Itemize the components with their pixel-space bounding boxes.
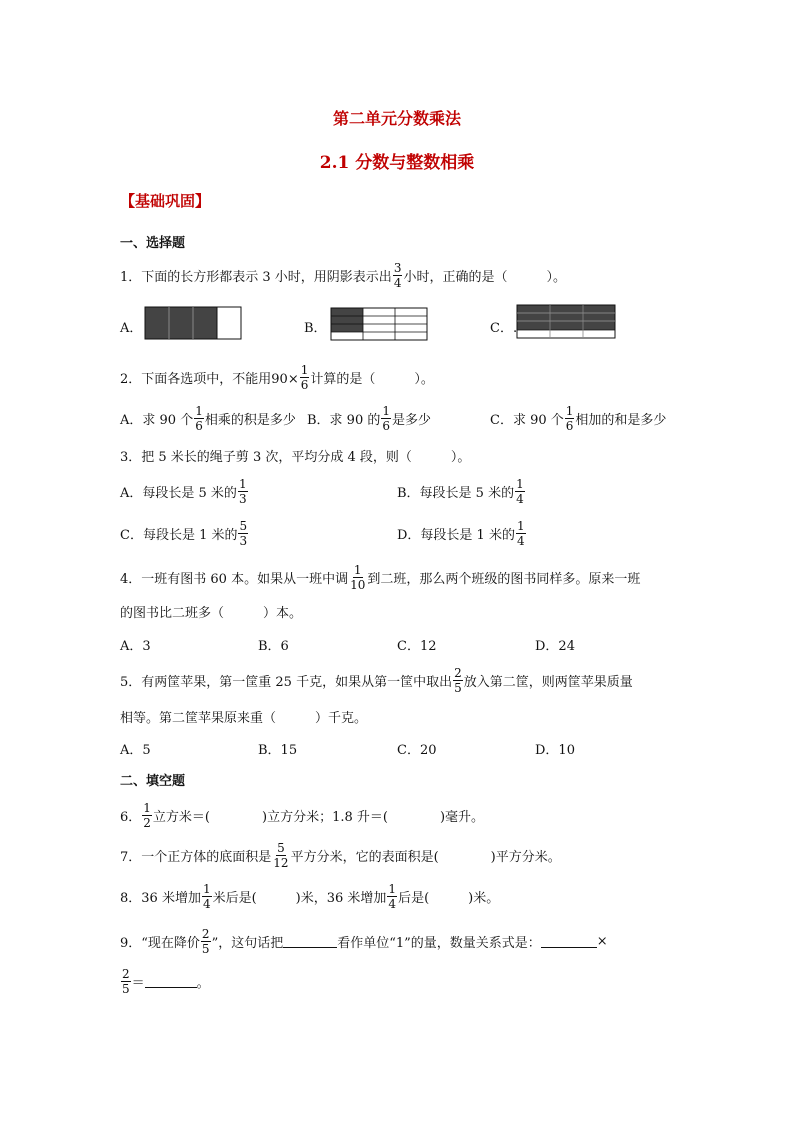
- question-2: [120, 364, 434, 391]
- q2-text-b: 计算的是（ ）。: [310, 372, 434, 387]
- q1-option-b-label: B．: [304, 321, 327, 336]
- question-8: 8．36 米增加 $\frac{1}{4}$ 米后是( )米，36 米增加 $\frac{1}{4}$ 后是( )米。: [120, 882, 500, 911]
- q7-fraction: $\frac{5}{12}$: [273, 841, 289, 870]
- q1-fraction: $\frac{3}{4}$: [393, 261, 402, 290]
- q1-option-a-label: A．: [120, 321, 143, 336]
- q9-blank-3[interactable]: [145, 975, 197, 988]
- question-4: 4．一班有图书 60 本。如果从一班中调 $\frac{1}{10}$ 到二班，那么两个班级的图书同样多。原来一班: [120, 563, 641, 592]
- q8-fraction-1: $\frac{1}{4}$: [202, 882, 211, 911]
- q4-fraction: $\frac{1}{10}$: [350, 563, 366, 592]
- question-1: [120, 262, 566, 289]
- q9-blank-2[interactable]: [541, 935, 597, 948]
- q4-option-c: C．12: [397, 639, 437, 654]
- q3-option-b: B．每段长是 5 米的 $\frac{1}{4}$: [397, 477, 524, 506]
- q2-option-c: C．求 90 个 $\frac{1}{6}$ 相加的和是多少: [490, 404, 667, 433]
- question-9-cont: $\frac{2}{5}$ ＝ 。: [122, 967, 210, 996]
- q2-option-b: B．求 90 的 $\frac{1}{6}$ 是多少: [307, 404, 432, 433]
- q1-figure-c: [516, 304, 618, 340]
- q4-option-a: A．3: [120, 639, 151, 654]
- q1-text-b: 小时，正确的是（ ）。: [403, 270, 566, 285]
- q3-option-c: C．每段长是 1 米的 $\frac{5}{3}$: [120, 519, 248, 548]
- page-subtitle: 2.1 分数与整数相乘: [319, 153, 475, 173]
- q1-option-c-label: C．.: [490, 321, 518, 336]
- q4-option-d: D．24: [535, 639, 575, 654]
- q1-text-a: 1．下面的长方形都表示 3 小时，用阴影表示出: [120, 270, 392, 285]
- q3-option-d: D．每段长是 1 米的 $\frac{1}{4}$: [397, 519, 525, 548]
- q1-figure-a: [144, 306, 244, 340]
- page-title: 第二单元分数乘法: [332, 109, 461, 128]
- q2-option-a: A．求 90 个 $\frac{1}{6}$ 相乘的积是多少: [120, 404, 296, 433]
- question-6: 6． $\frac{1}{2}$ 立方米＝( )立方分米；1.8 升＝( )毫升。: [120, 801, 485, 830]
- q5-option-a: A．5: [120, 743, 151, 758]
- part-choice-heading: 一、选择题: [120, 236, 186, 251]
- q2-fraction: $\frac{1}{6}$: [300, 363, 309, 392]
- q5-option-c: C．20: [397, 743, 437, 758]
- part-fill-heading: 二、填空题: [120, 774, 186, 789]
- question-3: 3．把 5 米长的绳子剪 3 次，平均分成 4 段，则（ ）。: [120, 450, 471, 465]
- question-5-cont: 相等。第二筐苹果原来重（ ）千克。: [120, 711, 368, 726]
- q5-fraction: $\frac{2}{5}$: [454, 666, 462, 695]
- question-7: 7．一个正方体的底面积是 $\frac{5}{12}$ 平方分米，它的表面积是( )平方分米。: [120, 841, 561, 870]
- q2-text-a: 2．下面各选项中，不能用90×: [120, 372, 299, 387]
- q9-fraction-2: $\frac{2}{5}$: [122, 967, 130, 996]
- question-4-cont: 的图书比二班多（ ）本。: [120, 606, 303, 621]
- q1-figure-b: [330, 307, 430, 341]
- q6-fraction: $\frac{1}{2}$: [143, 801, 151, 830]
- section-basic: 【基础巩固】: [120, 192, 211, 210]
- q9-fraction: $\frac{2}{5}$: [201, 927, 210, 956]
- question-9: 9．“现在降价 $\frac{2}{5}$ ”，这句话把 看作单位“1”的量，数量关系式是： ×: [120, 927, 608, 956]
- q9-blank-1[interactable]: [283, 935, 337, 948]
- q5-option-d: D．10: [535, 743, 575, 758]
- q3-option-a: A．每段长是 5 米的 $\frac{1}{3}$: [120, 477, 247, 506]
- q8-fraction-2: $\frac{1}{4}$: [388, 882, 397, 911]
- question-5: 5．有两筐苹果，第一筐重 25 千克，如果从第一筐中取出 $\frac{2}{5}$ 放入第二筐，则两筐苹果质量: [120, 666, 633, 695]
- q4-option-b: B．6: [258, 639, 289, 654]
- q5-option-b: B．15: [258, 743, 298, 758]
